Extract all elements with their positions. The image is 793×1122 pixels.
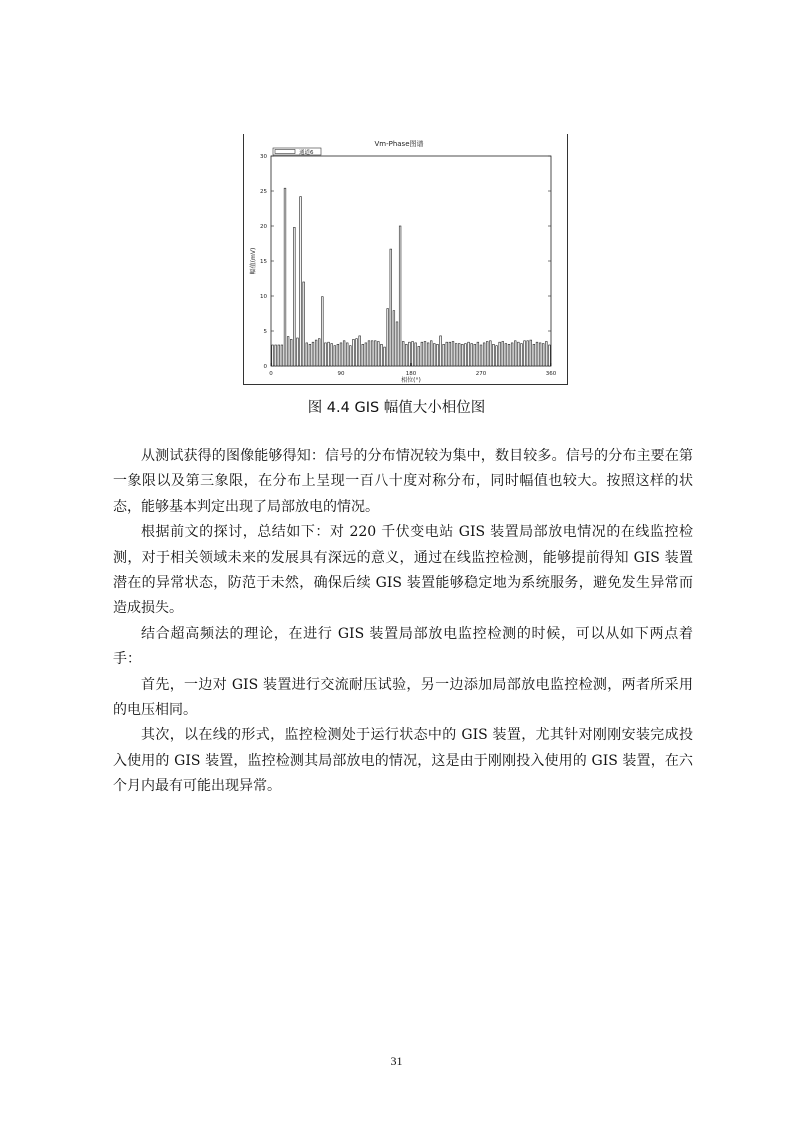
y-axis-label: 幅值(mV) bbox=[250, 247, 257, 275]
bar bbox=[377, 342, 379, 367]
bar bbox=[353, 339, 355, 366]
legend-label: 通道6 bbox=[299, 150, 314, 156]
bar bbox=[549, 345, 551, 366]
bar bbox=[402, 342, 404, 367]
bar bbox=[511, 343, 513, 366]
bar bbox=[303, 282, 305, 366]
bar bbox=[493, 344, 495, 366]
bar bbox=[409, 342, 411, 366]
y-tick-label: 5 bbox=[263, 329, 267, 335]
x-tick-label: 270 bbox=[475, 371, 487, 377]
bar bbox=[489, 341, 491, 366]
bar bbox=[421, 342, 423, 366]
bar bbox=[483, 343, 485, 366]
plot-area bbox=[271, 156, 551, 366]
bar bbox=[287, 337, 289, 366]
bar bbox=[284, 188, 286, 366]
bar bbox=[433, 344, 435, 366]
bar bbox=[517, 342, 519, 366]
page-number: 31 bbox=[390, 1054, 403, 1068]
figure-caption: 图 4.4 GIS 幅值大小相位图 bbox=[307, 400, 486, 416]
bar bbox=[455, 344, 457, 366]
bar bbox=[524, 341, 526, 366]
bar bbox=[533, 344, 535, 366]
legend bbox=[273, 148, 321, 156]
chart-title: Vm-Phase图谱 bbox=[374, 140, 424, 148]
bar bbox=[396, 322, 398, 366]
bar bbox=[477, 342, 479, 366]
bar bbox=[278, 345, 280, 366]
bar bbox=[521, 344, 523, 366]
bar bbox=[381, 344, 383, 366]
bar bbox=[508, 344, 510, 366]
bar bbox=[440, 336, 442, 366]
bar bbox=[343, 341, 345, 366]
bar bbox=[465, 344, 467, 366]
bar bbox=[390, 249, 392, 366]
bar bbox=[458, 344, 460, 366]
y-tick-label: 25 bbox=[260, 189, 267, 195]
body-text bbox=[113, 444, 693, 800]
bar bbox=[480, 345, 482, 366]
bar bbox=[496, 346, 498, 366]
bar bbox=[362, 344, 364, 366]
bar bbox=[418, 346, 420, 366]
paragraph: 结合超高频法的理论，在进行 GIS 装置局部放电监控检测的时候，可以从如下两点着手： bbox=[113, 625, 693, 668]
bar bbox=[443, 344, 445, 366]
bar bbox=[468, 342, 470, 366]
bar bbox=[300, 197, 302, 366]
bar bbox=[474, 344, 476, 366]
vm-phase-chart bbox=[243, 134, 566, 386]
bar bbox=[539, 343, 541, 366]
bar bbox=[437, 344, 439, 366]
bar bbox=[530, 340, 532, 366]
bar bbox=[371, 341, 373, 366]
x-axis-label: 相位(°) bbox=[401, 377, 421, 384]
bar bbox=[340, 343, 342, 366]
bar bbox=[306, 343, 308, 366]
x-tick-label: 360 bbox=[545, 371, 557, 377]
bar bbox=[405, 344, 407, 366]
bar bbox=[325, 343, 327, 366]
y-tick-label: 10 bbox=[260, 294, 267, 300]
bar bbox=[384, 347, 386, 366]
bar bbox=[315, 340, 317, 366]
x-tick-label: 0 bbox=[269, 371, 273, 377]
legend-swatch bbox=[275, 150, 295, 154]
bar bbox=[446, 342, 448, 366]
bar bbox=[527, 341, 529, 366]
bar bbox=[424, 342, 426, 367]
bar bbox=[502, 342, 504, 367]
bar bbox=[387, 309, 389, 366]
bar bbox=[412, 342, 414, 367]
y-tick-label: 30 bbox=[260, 154, 267, 160]
bar bbox=[297, 338, 299, 366]
bar bbox=[356, 339, 358, 366]
bar bbox=[514, 341, 516, 366]
bar bbox=[368, 341, 370, 366]
bar bbox=[334, 346, 336, 366]
bar bbox=[331, 344, 333, 366]
bar bbox=[486, 342, 488, 367]
paragraph: 根据前文的探讨，总结如下：对 220 千伏变电站 GIS 装置局部放电情况的在线监控检测，对于相关领域未来的发展具有深远的意义，通过在线监控检测，能够提前得知 GIS 装置潜在的异常状态，防范于未然，确保后续 GIS 装置能够稳定地为系统服务，避免发生异常而造成损失。 bbox=[113, 524, 693, 617]
bar bbox=[452, 342, 454, 367]
paragraph: 首先，一边对 GIS 装置进行交流耐压试验，另一边添加局部放电监控检测，两者所采用的电压相同。 bbox=[113, 676, 693, 719]
bar bbox=[321, 297, 323, 366]
bar bbox=[542, 344, 544, 366]
bar bbox=[293, 227, 295, 366]
bar bbox=[505, 344, 507, 366]
bar bbox=[374, 341, 376, 366]
y-tick-label: 15 bbox=[260, 259, 267, 265]
x-tick-label: 90 bbox=[337, 371, 345, 377]
bar bbox=[312, 342, 314, 366]
paragraph: 从测试获得的图像能够得知：信号的分布情况较为集中，数目较多。信号的分布主要在第一象限以及第三象限，在分布上呈现一百八十度对称分布，同时幅值也较大。按照这样的状态，能够基本判定出现了局部放电的情况。 bbox=[113, 448, 693, 515]
paragraph: 其次，以在线的形式，监控检测处于运行状态中的 GIS 装置，尤其针对刚刚安装完成投入使用的 GIS 装置，监控检测其局部放电的情况，这是由于刚刚投入使用的 GIS 装置，在六个月内最有可能出现异常。 bbox=[113, 727, 693, 795]
bar bbox=[427, 343, 429, 366]
bar bbox=[545, 342, 547, 367]
bar bbox=[328, 342, 330, 366]
bar bbox=[346, 343, 348, 366]
bar bbox=[272, 345, 274, 366]
y-tick-label: 20 bbox=[260, 224, 267, 230]
bar bbox=[430, 341, 432, 366]
x-tick-label: 180 bbox=[405, 371, 417, 377]
bar bbox=[449, 342, 451, 366]
y-tick-label: 0 bbox=[263, 364, 267, 370]
bar bbox=[471, 344, 473, 366]
bar bbox=[399, 226, 401, 366]
bar bbox=[318, 339, 320, 366]
bar bbox=[365, 343, 367, 366]
bar bbox=[309, 344, 311, 366]
bar bbox=[275, 345, 277, 366]
bar bbox=[337, 344, 339, 366]
bar bbox=[290, 339, 292, 366]
bar bbox=[393, 311, 395, 366]
bar bbox=[499, 342, 501, 366]
bar bbox=[349, 346, 351, 366]
bar bbox=[461, 344, 463, 366]
bar bbox=[359, 336, 361, 366]
bar bbox=[415, 343, 417, 366]
bar bbox=[281, 345, 283, 366]
bar bbox=[536, 342, 538, 366]
